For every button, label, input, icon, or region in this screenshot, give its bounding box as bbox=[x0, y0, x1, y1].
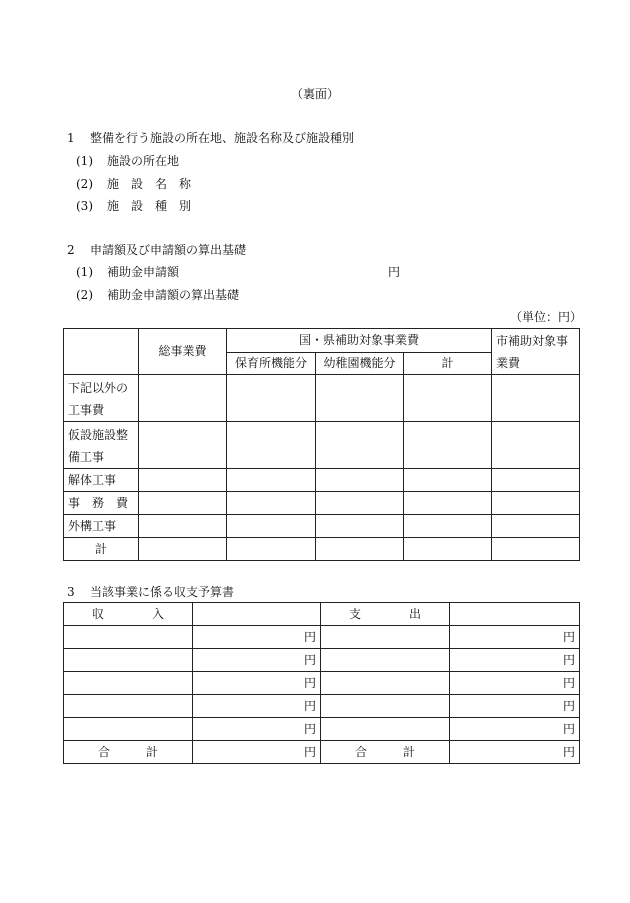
header-blank-cell bbox=[64, 329, 139, 375]
input-cell[interactable] bbox=[227, 469, 316, 492]
section2-item1-number: (1) bbox=[76, 265, 93, 279]
input-cell[interactable] bbox=[492, 422, 580, 469]
table-row bbox=[64, 492, 580, 515]
budget-table bbox=[63, 602, 580, 764]
section1-item2-label: 施 設 名 称 bbox=[107, 177, 192, 191]
header-subtotal: 計 bbox=[404, 352, 492, 375]
income-header-blank bbox=[193, 603, 321, 626]
expense-item-cell[interactable] bbox=[321, 695, 450, 718]
expense-item-cell[interactable] bbox=[321, 672, 450, 695]
input-cell[interactable] bbox=[316, 515, 404, 538]
income-total-amount[interactable]: 円 bbox=[193, 741, 321, 764]
input-cell[interactable] bbox=[404, 422, 492, 469]
expense-total-amount[interactable]: 円 bbox=[450, 741, 580, 764]
input-cell[interactable] bbox=[492, 375, 580, 422]
section1-item1-number: (1) bbox=[76, 154, 93, 168]
header-city-subsidy: 市補助対象事 業費 bbox=[492, 329, 580, 375]
input-cell[interactable] bbox=[404, 375, 492, 422]
expense-item-cell[interactable] bbox=[321, 649, 450, 672]
input-cell[interactable] bbox=[492, 469, 580, 492]
section2-item2-label: 補助金申請額の算出基礎 bbox=[107, 288, 240, 302]
section1-number: 1 bbox=[67, 131, 75, 145]
budget-row bbox=[64, 649, 580, 672]
input-cell[interactable] bbox=[492, 538, 580, 561]
income-item-cell[interactable] bbox=[64, 626, 193, 649]
budget-header-row bbox=[64, 603, 580, 626]
section3-title: 当該事業に係る収支予算書 bbox=[90, 585, 235, 599]
application-amount-yen-unit: 円 bbox=[388, 265, 401, 279]
income-item-cell[interactable] bbox=[64, 718, 193, 741]
row-label: 下記以外の 工事費 bbox=[64, 375, 139, 422]
input-cell[interactable] bbox=[316, 492, 404, 515]
input-cell[interactable] bbox=[316, 422, 404, 469]
section1-item1-label: 施設の所在地 bbox=[107, 154, 180, 168]
income-amount-cell[interactable]: 円 bbox=[193, 649, 321, 672]
header-nursery-portion: 保育所機能分 bbox=[227, 352, 316, 375]
expense-amount-cell[interactable]: 円 bbox=[450, 718, 580, 741]
input-cell[interactable] bbox=[227, 422, 316, 469]
income-amount-cell[interactable]: 円 bbox=[193, 626, 321, 649]
input-cell[interactable] bbox=[404, 492, 492, 515]
income-amount-cell[interactable]: 円 bbox=[193, 718, 321, 741]
input-cell[interactable] bbox=[404, 538, 492, 561]
income-item-cell[interactable] bbox=[64, 672, 193, 695]
budget-total-row bbox=[64, 741, 580, 764]
input-cell[interactable] bbox=[492, 515, 580, 538]
input-cell[interactable] bbox=[139, 469, 227, 492]
expense-header-blank bbox=[450, 603, 580, 626]
section2-title: 申請額及び申請額の算出基礎 bbox=[90, 243, 247, 257]
unit-note: （単位：円） bbox=[510, 310, 583, 324]
header-total-cost: 総事業費 bbox=[139, 329, 227, 375]
expense-amount-cell[interactable]: 円 bbox=[450, 672, 580, 695]
expense-amount-cell[interactable]: 円 bbox=[450, 695, 580, 718]
input-cell[interactable] bbox=[227, 492, 316, 515]
section3-number: 3 bbox=[67, 585, 75, 599]
table-row bbox=[64, 375, 580, 422]
table-row bbox=[64, 469, 580, 492]
section1-title: 整備を行う施設の所在地、施設名称及び施設種別 bbox=[90, 131, 355, 145]
row-label-total: 計 bbox=[64, 538, 139, 561]
input-cell[interactable] bbox=[139, 375, 227, 422]
table-total-row bbox=[64, 538, 580, 561]
expense-item-cell[interactable] bbox=[321, 626, 450, 649]
input-cell[interactable] bbox=[227, 375, 316, 422]
section2-item1-label: 補助金申請額 bbox=[107, 265, 180, 279]
income-amount-cell[interactable]: 円 bbox=[193, 672, 321, 695]
income-total-label: 合 計 bbox=[64, 741, 193, 764]
input-cell[interactable] bbox=[227, 538, 316, 561]
input-cell[interactable] bbox=[492, 492, 580, 515]
input-cell[interactable] bbox=[139, 492, 227, 515]
budget-row bbox=[64, 626, 580, 649]
calculation-basis-table bbox=[63, 328, 580, 561]
expense-item-cell[interactable] bbox=[321, 718, 450, 741]
income-amount-cell[interactable]: 円 bbox=[193, 695, 321, 718]
expense-header: 支 出 bbox=[321, 603, 450, 626]
budget-row bbox=[64, 718, 580, 741]
table-row bbox=[64, 515, 580, 538]
budget-row bbox=[64, 695, 580, 718]
input-cell[interactable] bbox=[316, 538, 404, 561]
income-header: 収 入 bbox=[64, 603, 193, 626]
expense-amount-cell[interactable]: 円 bbox=[450, 626, 580, 649]
input-cell[interactable] bbox=[316, 375, 404, 422]
row-label: 事 務 費 bbox=[64, 492, 139, 515]
budget-row bbox=[64, 672, 580, 695]
section1-item3-label: 施 設 種 別 bbox=[107, 199, 192, 213]
input-cell[interactable] bbox=[139, 515, 227, 538]
row-label: 仮設施設整 備工事 bbox=[64, 422, 139, 469]
input-cell[interactable] bbox=[404, 515, 492, 538]
section2-item2-number: (2) bbox=[76, 288, 93, 302]
input-cell[interactable] bbox=[404, 469, 492, 492]
table-header-row bbox=[64, 329, 580, 353]
section1-item2-number: (2) bbox=[76, 177, 93, 191]
header-kindergarten-portion: 幼稚園機能分 bbox=[316, 352, 404, 375]
header-national-prefectural-group: 国・県補助対象事業費 bbox=[227, 329, 492, 353]
page-label: （裏面） bbox=[290, 87, 339, 101]
row-label: 解体工事 bbox=[64, 469, 139, 492]
expense-amount-cell[interactable]: 円 bbox=[450, 649, 580, 672]
row-label: 外構工事 bbox=[64, 515, 139, 538]
section2-number: 2 bbox=[67, 243, 75, 257]
income-item-cell[interactable] bbox=[64, 649, 193, 672]
input-cell[interactable] bbox=[139, 422, 227, 469]
income-item-cell[interactable] bbox=[64, 695, 193, 718]
section1-item3-number: (3) bbox=[76, 199, 93, 213]
input-cell[interactable] bbox=[139, 538, 227, 561]
table-row bbox=[64, 422, 580, 469]
expense-total-label: 合 計 bbox=[321, 741, 450, 764]
input-cell[interactable] bbox=[227, 515, 316, 538]
input-cell[interactable] bbox=[316, 469, 404, 492]
